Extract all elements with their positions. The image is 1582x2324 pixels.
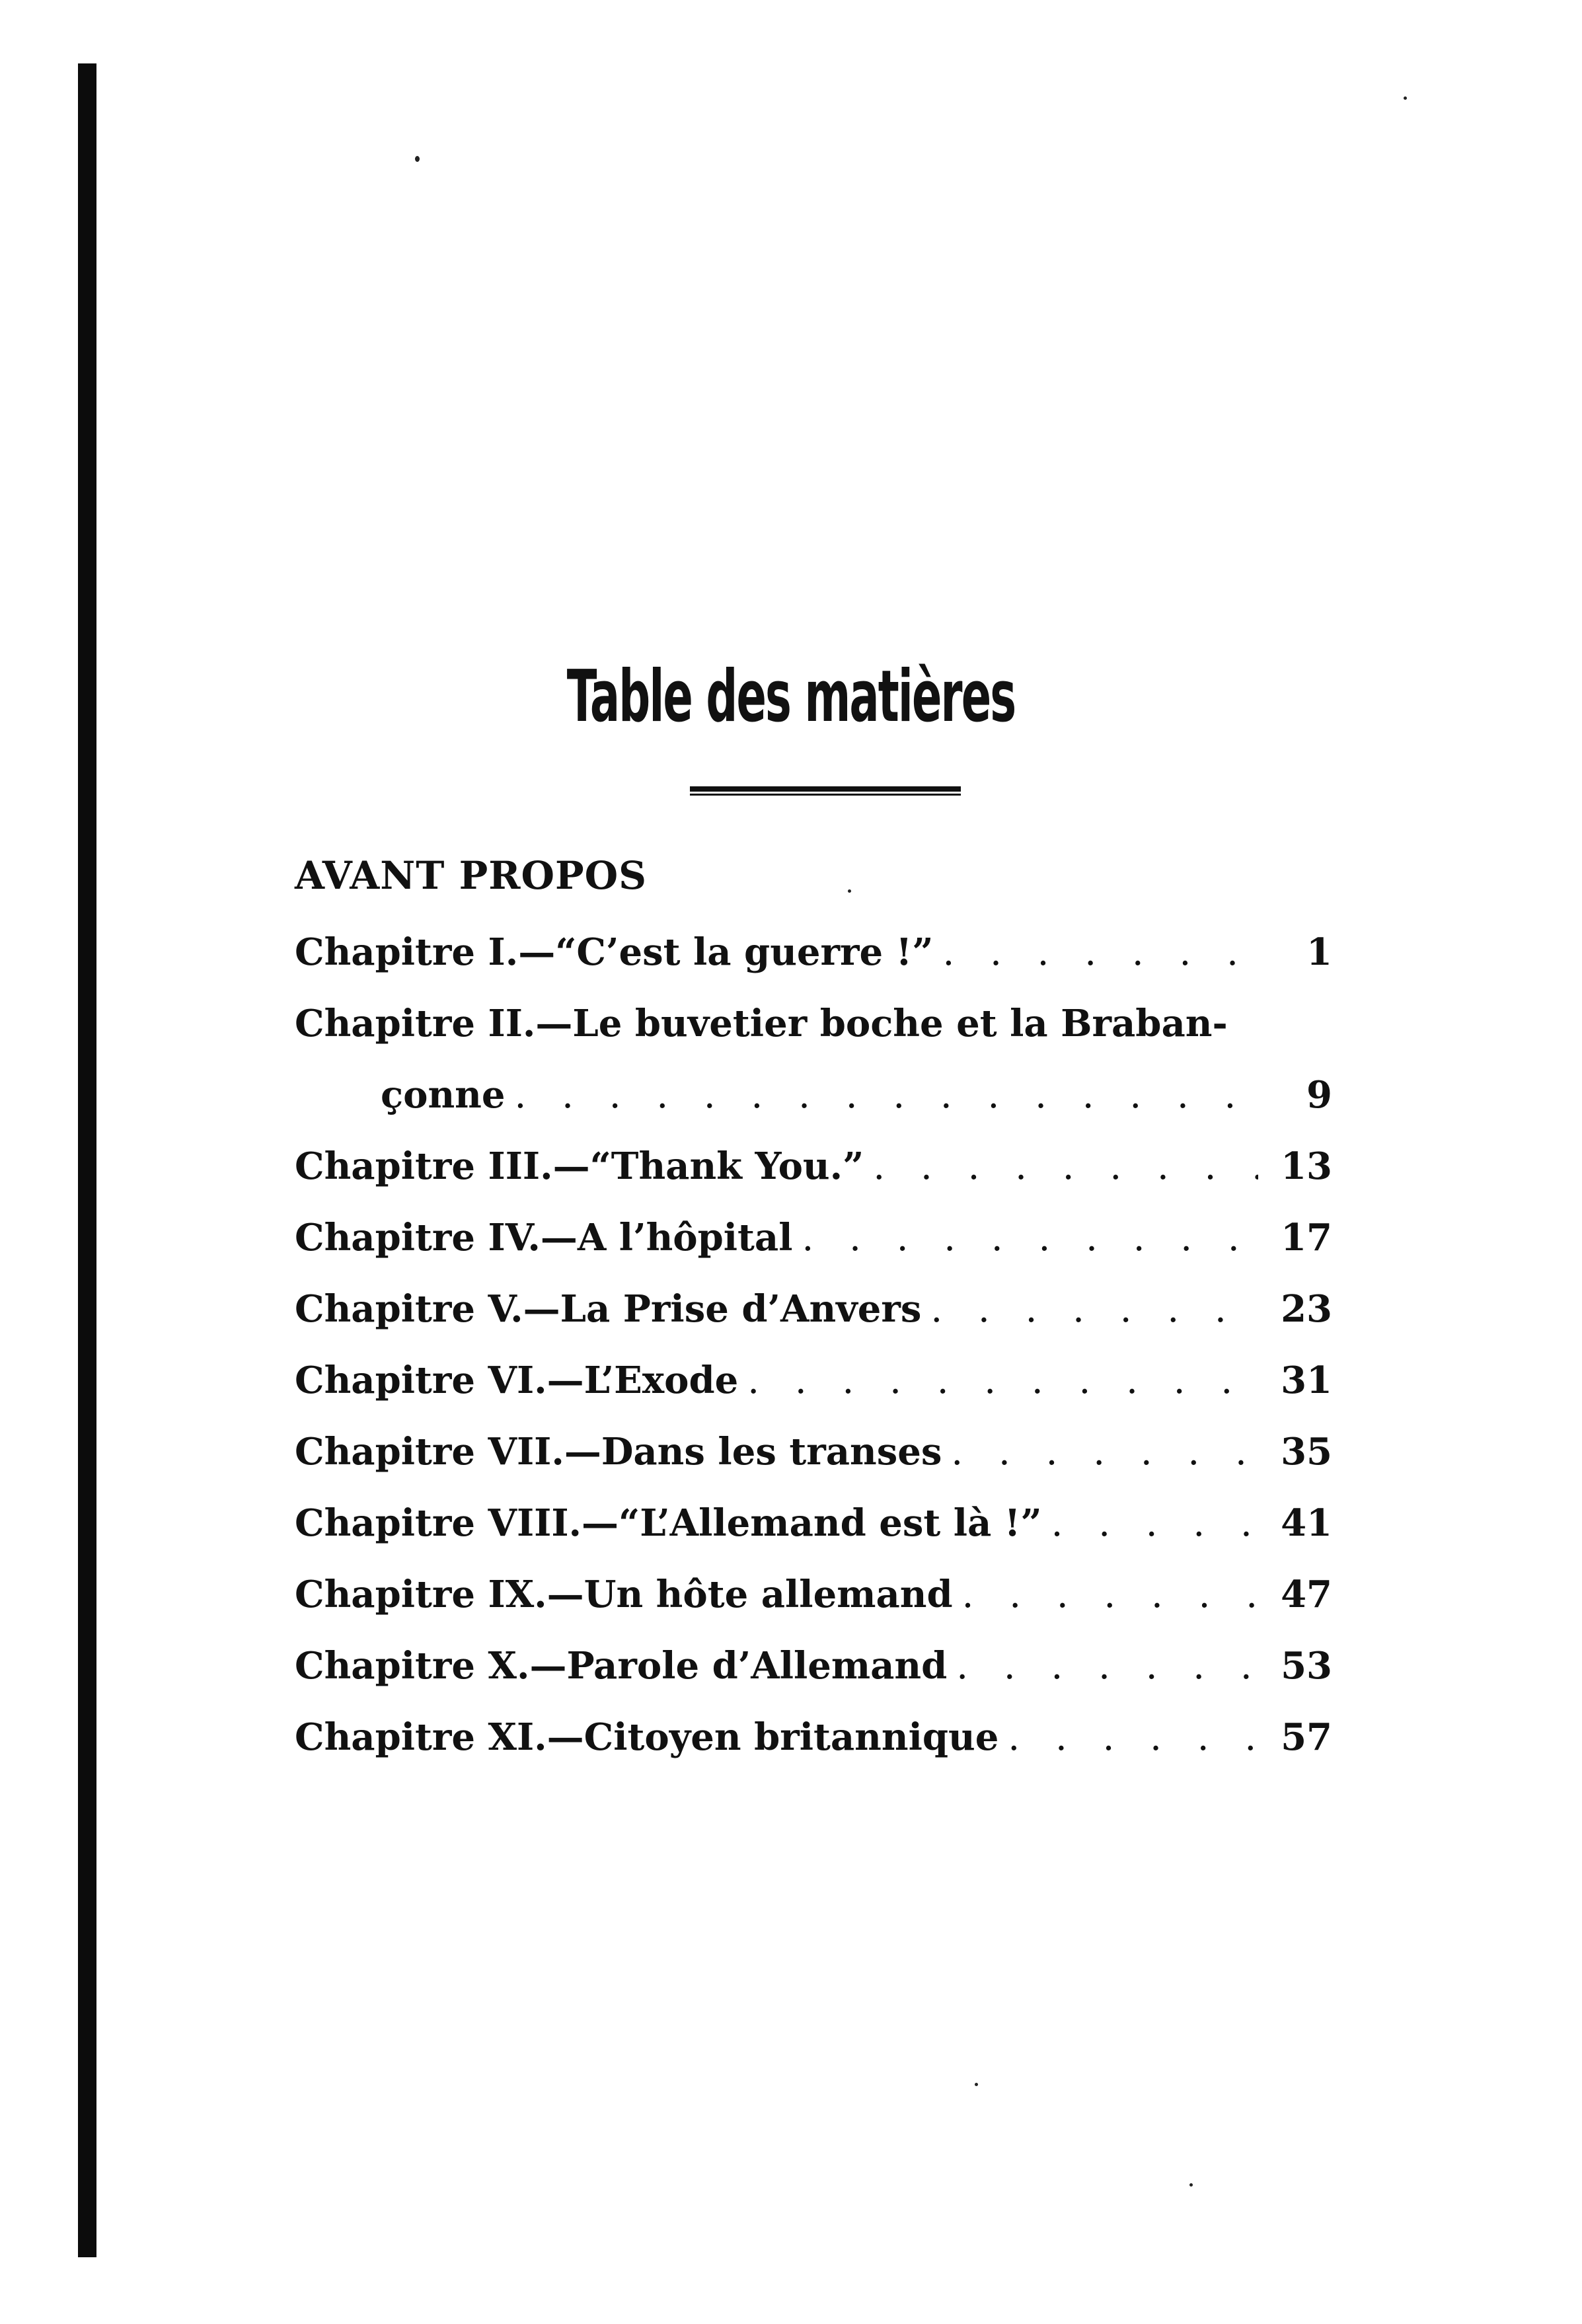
entry-page-number: 17	[1281, 1216, 1332, 1259]
dot-leader	[962, 1559, 1258, 1631]
title-rule	[690, 786, 961, 796]
toc-entry	[295, 1131, 1332, 1202]
title-rule-thin	[690, 794, 961, 796]
entry-page-number: 31	[1281, 1359, 1332, 1402]
entry-page-number: 13	[1281, 1144, 1332, 1188]
entry-title: Chapitre XI.—Citoyen britannique	[295, 1715, 999, 1759]
toc-entry	[295, 988, 1332, 1131]
dot-leader	[956, 1631, 1258, 1702]
entry-page-number: 35	[1281, 1430, 1332, 1474]
page-binding-edge	[78, 63, 96, 2257]
toc-entry	[295, 1559, 1332, 1630]
toc-entry	[295, 1273, 1332, 1345]
preface-heading: AVANT PROPOS	[295, 853, 648, 898]
entry-title: Chapitre VII.—Dans les transes	[295, 1430, 942, 1474]
entry-title-continuation: çonne	[381, 1073, 506, 1117]
toc-entry	[295, 1630, 1332, 1702]
entry-page-number: 23	[1281, 1287, 1332, 1331]
toc-entry	[295, 1416, 1332, 1487]
toc-entry	[295, 1702, 1332, 1773]
dot-leader	[802, 1203, 1258, 1274]
entry-title: Chapitre III.—“Thank You.”	[295, 1144, 864, 1188]
print-speck	[415, 156, 420, 162]
entry-title: Chapitre IV.—A l’hôpital	[295, 1216, 793, 1259]
toc-entry	[295, 1345, 1332, 1416]
entry-page-number: 57	[1281, 1715, 1332, 1759]
print-speck	[1189, 2183, 1193, 2187]
entry-page-number: 53	[1281, 1644, 1332, 1688]
dot-leader	[747, 1345, 1258, 1417]
entry-title: Chapitre VI.—L’Exode	[295, 1359, 739, 1402]
toc-entry	[295, 1487, 1332, 1559]
entry-page-number: 9	[1306, 1073, 1332, 1117]
page-title: Table des matières	[566, 656, 1016, 738]
entry-title: Chapitre VIII.—“L’Allemand est là !”	[295, 1501, 1042, 1545]
dot-leader	[1008, 1702, 1258, 1774]
table-of-contents	[295, 849, 1332, 1773]
entry-page-number: 47	[1281, 1573, 1332, 1616]
entry-title: Chapitre X.—Parole d’Allemand	[295, 1644, 948, 1688]
entry-title: Chapitre II.—Le buvetier boche et la Braban-	[295, 1002, 1228, 1045]
print-speck	[975, 2083, 978, 2086]
dot-leader	[930, 1274, 1258, 1345]
entry-page-number: 41	[1281, 1501, 1332, 1545]
dot-leader	[942, 917, 1258, 989]
entry-title: Chapitre IX.—Un hôte allemand	[295, 1573, 953, 1616]
dot-leader	[951, 1417, 1258, 1488]
dot-leader	[515, 1060, 1258, 1131]
toc-entry	[295, 1202, 1332, 1273]
toc-entry	[295, 917, 1332, 988]
entry-page-number: 1	[1306, 930, 1332, 974]
dot-leader	[873, 1131, 1258, 1203]
dot-leader	[1051, 1488, 1258, 1559]
entry-title: Chapitre I.—“C’est la guerre !”	[295, 930, 934, 974]
entry-title: Chapitre V.—La Prise d’Anvers	[295, 1287, 922, 1331]
print-speck	[1404, 96, 1407, 100]
title-rule-thick	[690, 786, 961, 792]
